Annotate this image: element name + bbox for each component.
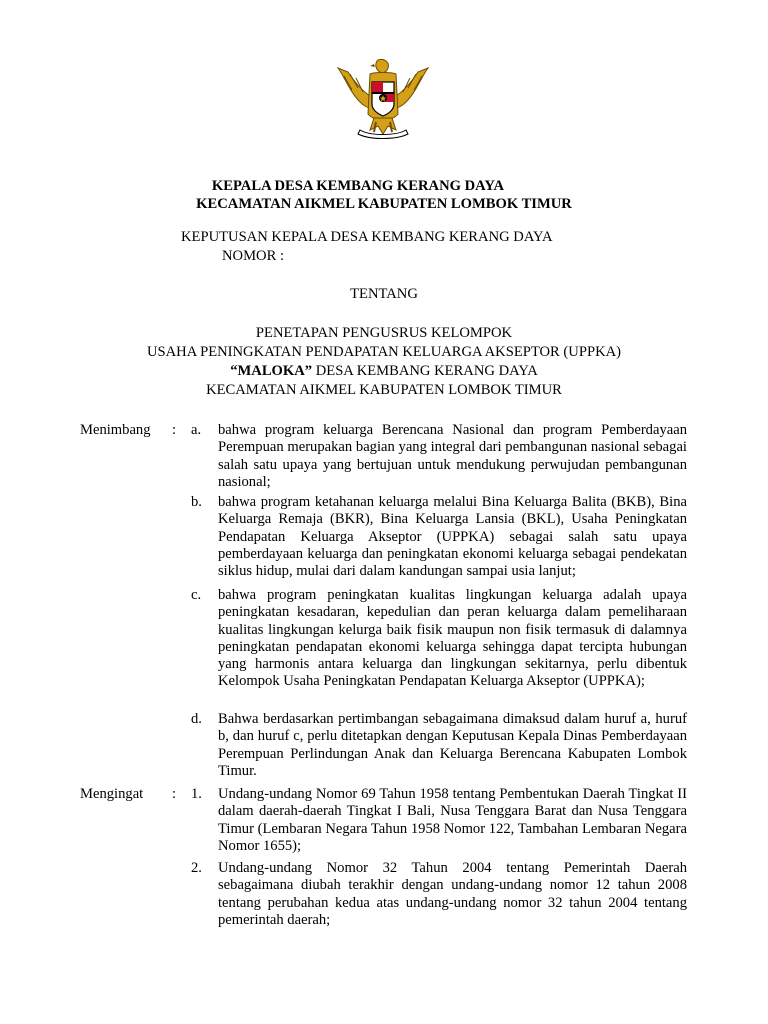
menimbang-marker-d: d. [191, 711, 202, 727]
mengingat-label: Mengingat [80, 786, 144, 802]
mengingat-marker-2: 2. [191, 860, 202, 876]
mengingat-item-1: Undang-undang Nomor 69 Tahun 1958 tentang Pembentukan Daerah Tingkat II dalam daerah-daerah Tingkat I Bali, Nusa Tenggara Barat dan Nusa Tenggara Timur (Lembaran Negara Tahun 1958 Nomor 122, Tambahan Lembaran Negara Nomor 1655); [218, 786, 687, 854]
mengingat-colon: : [172, 786, 177, 802]
subject-line-3 [0, 363, 768, 380]
garuda-emblem-icon [330, 56, 436, 142]
subject-line-3-rest: DESA KEMBANG KERANG DAYA [312, 363, 538, 379]
menimbang-marker-b: b. [191, 494, 202, 510]
menimbang-marker-a: a. [191, 422, 202, 438]
tentang-heading: TENTANG [350, 286, 418, 302]
subject-line-4: KECAMATAN AIKMEL KABUPATEN LOMBOK TIMUR [206, 382, 562, 398]
menimbang-label: Menimbang [80, 422, 151, 438]
menimbang-item-d: Bahwa berdasarkan pertimbangan sebagaimana dimaksud dalam huruf a, huruf b, dan huruf c, perlu ditetapkan dengan Keputusan Kepala Dinas Pemberdayaan Perempuan Perlindungan Anak dan Keluarga Berencana Kabupaten Lombok Timur. [218, 711, 687, 779]
mengingat-marker-1: 1. [191, 786, 202, 802]
menimbang-marker-c: c. [191, 587, 202, 603]
header-line-1: KEPALA DESA KEMBANG KERANG DAYA [211, 178, 505, 194]
menimbang-item-c: bahwa program peningkatan kualitas lingkungan keluarga adalah upaya peningkatan kesadaran, kepedulian dan peran keluarga dalam pemeliharaan kualitas lingkungan kelurga baik fisik maupun non fisik termasuk di dalamnya peningkatan pendapatan ekonomi keluarga sehingga dapat tercipta hubungan yang harmonis antara keluarga dan lingkungan sekitarnya, perlu dibentuk Kelompok Usaha Peningkatan Pendapatan Keluarga Akseptor (UPPKA); [218, 587, 687, 690]
subject-line-1: PENETAPAN PENGUSRUS KELOMPOK [255, 325, 513, 341]
subject-group-name: “MALOKA” [230, 363, 313, 379]
menimbang-item-a: bahwa program keluarga Berencana Nasional dan program Pemberdayaan Perempuan merupakan bagian yang integral dari pembangunan nasional sebagai salah satu upaya yang bertujuan untuk mendukung perwujudan pembangunan nasional; [218, 422, 687, 490]
decision-nomor: NOMOR : [222, 248, 285, 264]
decision-title: KEPUTUSAN KEPALA DESA KEMBANG KERANG DAYA [181, 229, 553, 245]
header-line-2: KECAMATAN AIKMEL KABUPATEN LOMBOK TIMUR [196, 196, 572, 212]
menimbang-colon: : [172, 422, 177, 438]
subject-line-2: USAHA PENINGKATAN PENDAPATAN KELUARGA AKSEPTOR (UPPKA) [146, 344, 622, 360]
mengingat-item-2: Undang-undang Nomor 32 Tahun 2004 tentang Pemerintah Daerah sebagaimana diubah terakhir dengan undang-undang nomor 12 tahun 2008 tentang perubahan kedua atas undang-undang nomor 32 tahun 2004 tentang pemerintah daerah; [218, 860, 687, 928]
menimbang-item-b: bahwa program ketahanan keluarga melalui Bina Keluarga Balita (BKB), Bina Keluarga Remaja (BKR), Bina Keluarga Lansia (BKL), Usaha Peningkatan Pendapatan Keluarga Akseptor (UPPKA) sebagai salah satu upaya pemberdayaan keluarga dan peningkatan ekonomi keluarga sebagai pendekatan siklus hidup, mulai dari dalam kandungan sampai usia lanjut; [218, 494, 687, 580]
